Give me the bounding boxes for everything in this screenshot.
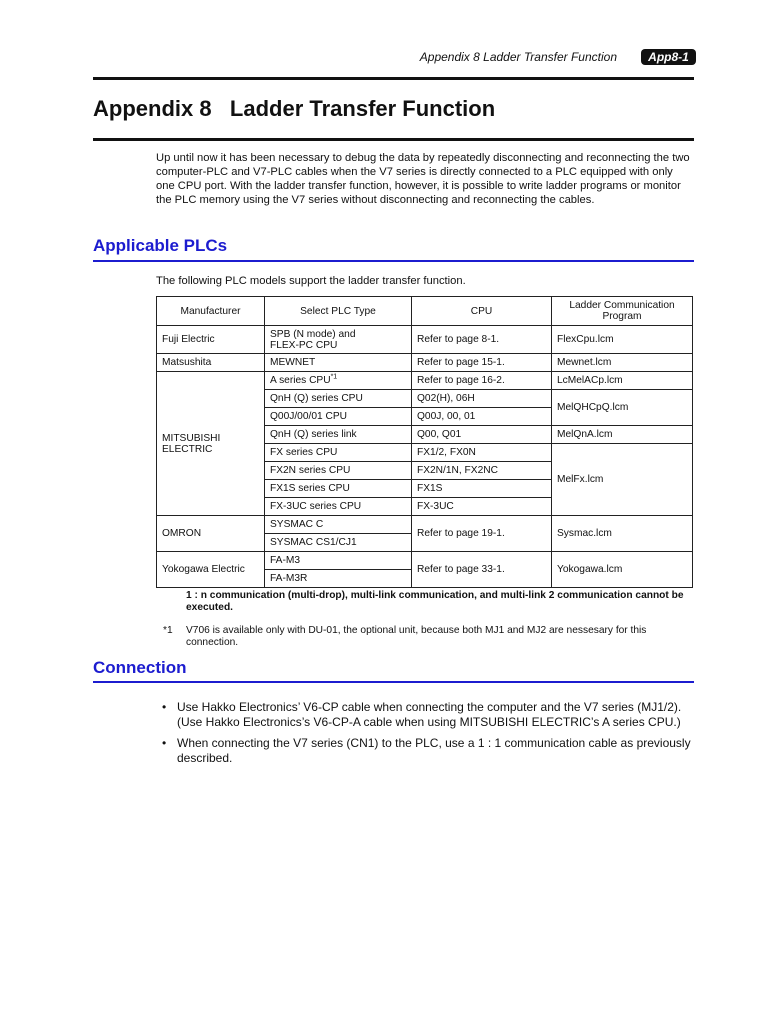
manufacturer-cell: Matsushita bbox=[157, 354, 265, 372]
cpu-cell: Refer to page 33-1. bbox=[412, 552, 552, 588]
footnote-text: V706 is available only with DU-01, the optional unit, because both MJ1 and MJ2 are nessesary for this connection. bbox=[186, 625, 647, 648]
table-row bbox=[157, 354, 693, 372]
cpu-cell: Refer to page 16-2. bbox=[412, 372, 552, 390]
table-row bbox=[157, 372, 693, 390]
footnote-reference: *1 bbox=[330, 373, 338, 381]
cpu-cell: Q00J, 00, 01 bbox=[412, 408, 552, 426]
bullet-glyph: • bbox=[162, 736, 167, 750]
manufacturer-cell: Yokogawa Electric bbox=[157, 552, 265, 588]
cpu-cell: Q00, Q01 bbox=[412, 426, 552, 444]
manufacturer-cell: OMRON bbox=[157, 516, 265, 552]
ladder-program-cell: Yokogawa.lcm bbox=[552, 552, 693, 588]
manufacturer-cell bbox=[157, 372, 265, 516]
plc-type-text: A series CPU bbox=[270, 375, 331, 386]
plc-type-cell: FX-3UC series CPU bbox=[265, 498, 412, 516]
list-item-line: When connecting the V7 series (CN1) to the PLC, use a 1 : 1 communication cable as previously described. bbox=[177, 736, 691, 765]
footnote-mark: *1 bbox=[163, 625, 173, 636]
table-note: 1 : n communication (multi-drop), multi-link communication, and multi-link 2 communication cannot be executed. bbox=[186, 590, 684, 613]
running-header bbox=[0, 49, 768, 67]
table-row bbox=[157, 516, 693, 534]
plc-type-cell: SYSMAC CS1/CJ1 bbox=[265, 534, 412, 552]
section-heading-applicable-plcs: Applicable PLCs bbox=[93, 236, 228, 255]
section-rule-connection bbox=[93, 681, 694, 683]
bullet-glyph: • bbox=[162, 700, 167, 714]
cpu-cell: Refer to page 8-1. bbox=[412, 326, 552, 354]
ladder-program-cell: MelFx.lcm bbox=[552, 444, 693, 516]
header-rule bbox=[93, 77, 694, 80]
cpu-cell: FX-3UC bbox=[412, 498, 552, 516]
cpu-cell: Refer to page 19-1. bbox=[412, 516, 552, 552]
table-row bbox=[157, 552, 693, 570]
plc-type-cell: FA-M3 bbox=[265, 552, 412, 570]
plc-type-cell: Q00J/00/01 CPU bbox=[265, 408, 412, 426]
intro-paragraph: Up until now it has been necessary to debug the data by repeatedly disconnecting and reconnecting the two computer-PLC and V7-PLC cables when the V7 series is directly connected to a PLC equipped with only one CPU port. With the ladder transfer function, however, it is possible to write ladder programs or monitor the PLC memory using the V7 series without disconnecting and reconnecting the cables. bbox=[156, 152, 690, 206]
ladder-program-cell: MelQHCpQ.lcm bbox=[552, 390, 693, 426]
section-heading-connection: Connection bbox=[93, 658, 187, 677]
title-rule bbox=[93, 138, 694, 141]
plc-type-cell: QnH (Q) series CPU bbox=[265, 390, 412, 408]
plc-type-cell: FX series CPU bbox=[265, 444, 412, 462]
column-header: Select PLC Type bbox=[265, 297, 412, 326]
list-item bbox=[162, 736, 697, 765]
table-header-row bbox=[157, 297, 693, 326]
plc-type-cell: FX1S series CPU bbox=[265, 480, 412, 498]
plc-type-line: FLEX-PC CPU bbox=[270, 339, 338, 351]
column-header: Manufacturer bbox=[157, 297, 265, 326]
list-item-line: Use Hakko Electronics’ V6-CP cable when connecting the computer and the V7 series (MJ1/2). bbox=[177, 700, 682, 714]
list-item-line: (Use Hakko Electronics’s V6-CP-A cable when using MITSUBISHI ELECTRIC’s A series CPU.) bbox=[177, 714, 681, 729]
connection-list bbox=[162, 700, 697, 772]
manufacturer-cell: Fuji Electric bbox=[157, 326, 265, 354]
plc-table bbox=[156, 296, 693, 588]
page-number-badge: App8-1 bbox=[641, 49, 696, 65]
table-row bbox=[157, 326, 693, 354]
page-title: Appendix 8 Ladder Transfer Function bbox=[93, 96, 496, 121]
plc-type-line: SPB (N mode) and bbox=[270, 328, 356, 340]
running-title: Appendix 8 Ladder Transfer Function bbox=[419, 50, 617, 64]
column-header: CPU bbox=[412, 297, 552, 326]
plc-type-cell: MEWNET bbox=[265, 354, 412, 372]
plc-type-cell: SYSMAC C bbox=[265, 516, 412, 534]
list-item bbox=[162, 700, 697, 729]
cpu-cell: Refer to page 15-1. bbox=[412, 354, 552, 372]
manufacturer-line: ELECTRIC bbox=[162, 443, 213, 455]
section-rule-applicable-plcs bbox=[93, 260, 694, 262]
cpu-cell: FX1S bbox=[412, 480, 552, 498]
plc-type-cell: FX2N series CPU bbox=[265, 462, 412, 480]
plc-type-cell bbox=[265, 372, 412, 390]
ladder-program-cell: MelQnA.lcm bbox=[552, 426, 693, 444]
ladder-program-cell: LcMelACp.lcm bbox=[552, 372, 693, 390]
table-intro: The following PLC models support the ladder transfer function. bbox=[156, 275, 466, 287]
cpu-cell: Q02(H), 06H bbox=[412, 390, 552, 408]
ladder-program-cell: FlexCpu.lcm bbox=[552, 326, 693, 354]
cpu-cell: FX2N/1N, FX2NC bbox=[412, 462, 552, 480]
column-header: Ladder Communication Program bbox=[552, 297, 693, 326]
plc-type-cell: FA-M3R bbox=[265, 570, 412, 588]
plc-type-cell bbox=[265, 326, 412, 354]
manufacturer-line: MITSUBISHI bbox=[162, 432, 221, 444]
plc-type-cell: QnH (Q) series link bbox=[265, 426, 412, 444]
ladder-program-cell: Mewnet.lcm bbox=[552, 354, 693, 372]
cpu-cell: FX1/2, FX0N bbox=[412, 444, 552, 462]
ladder-program-cell: Sysmac.lcm bbox=[552, 516, 693, 552]
